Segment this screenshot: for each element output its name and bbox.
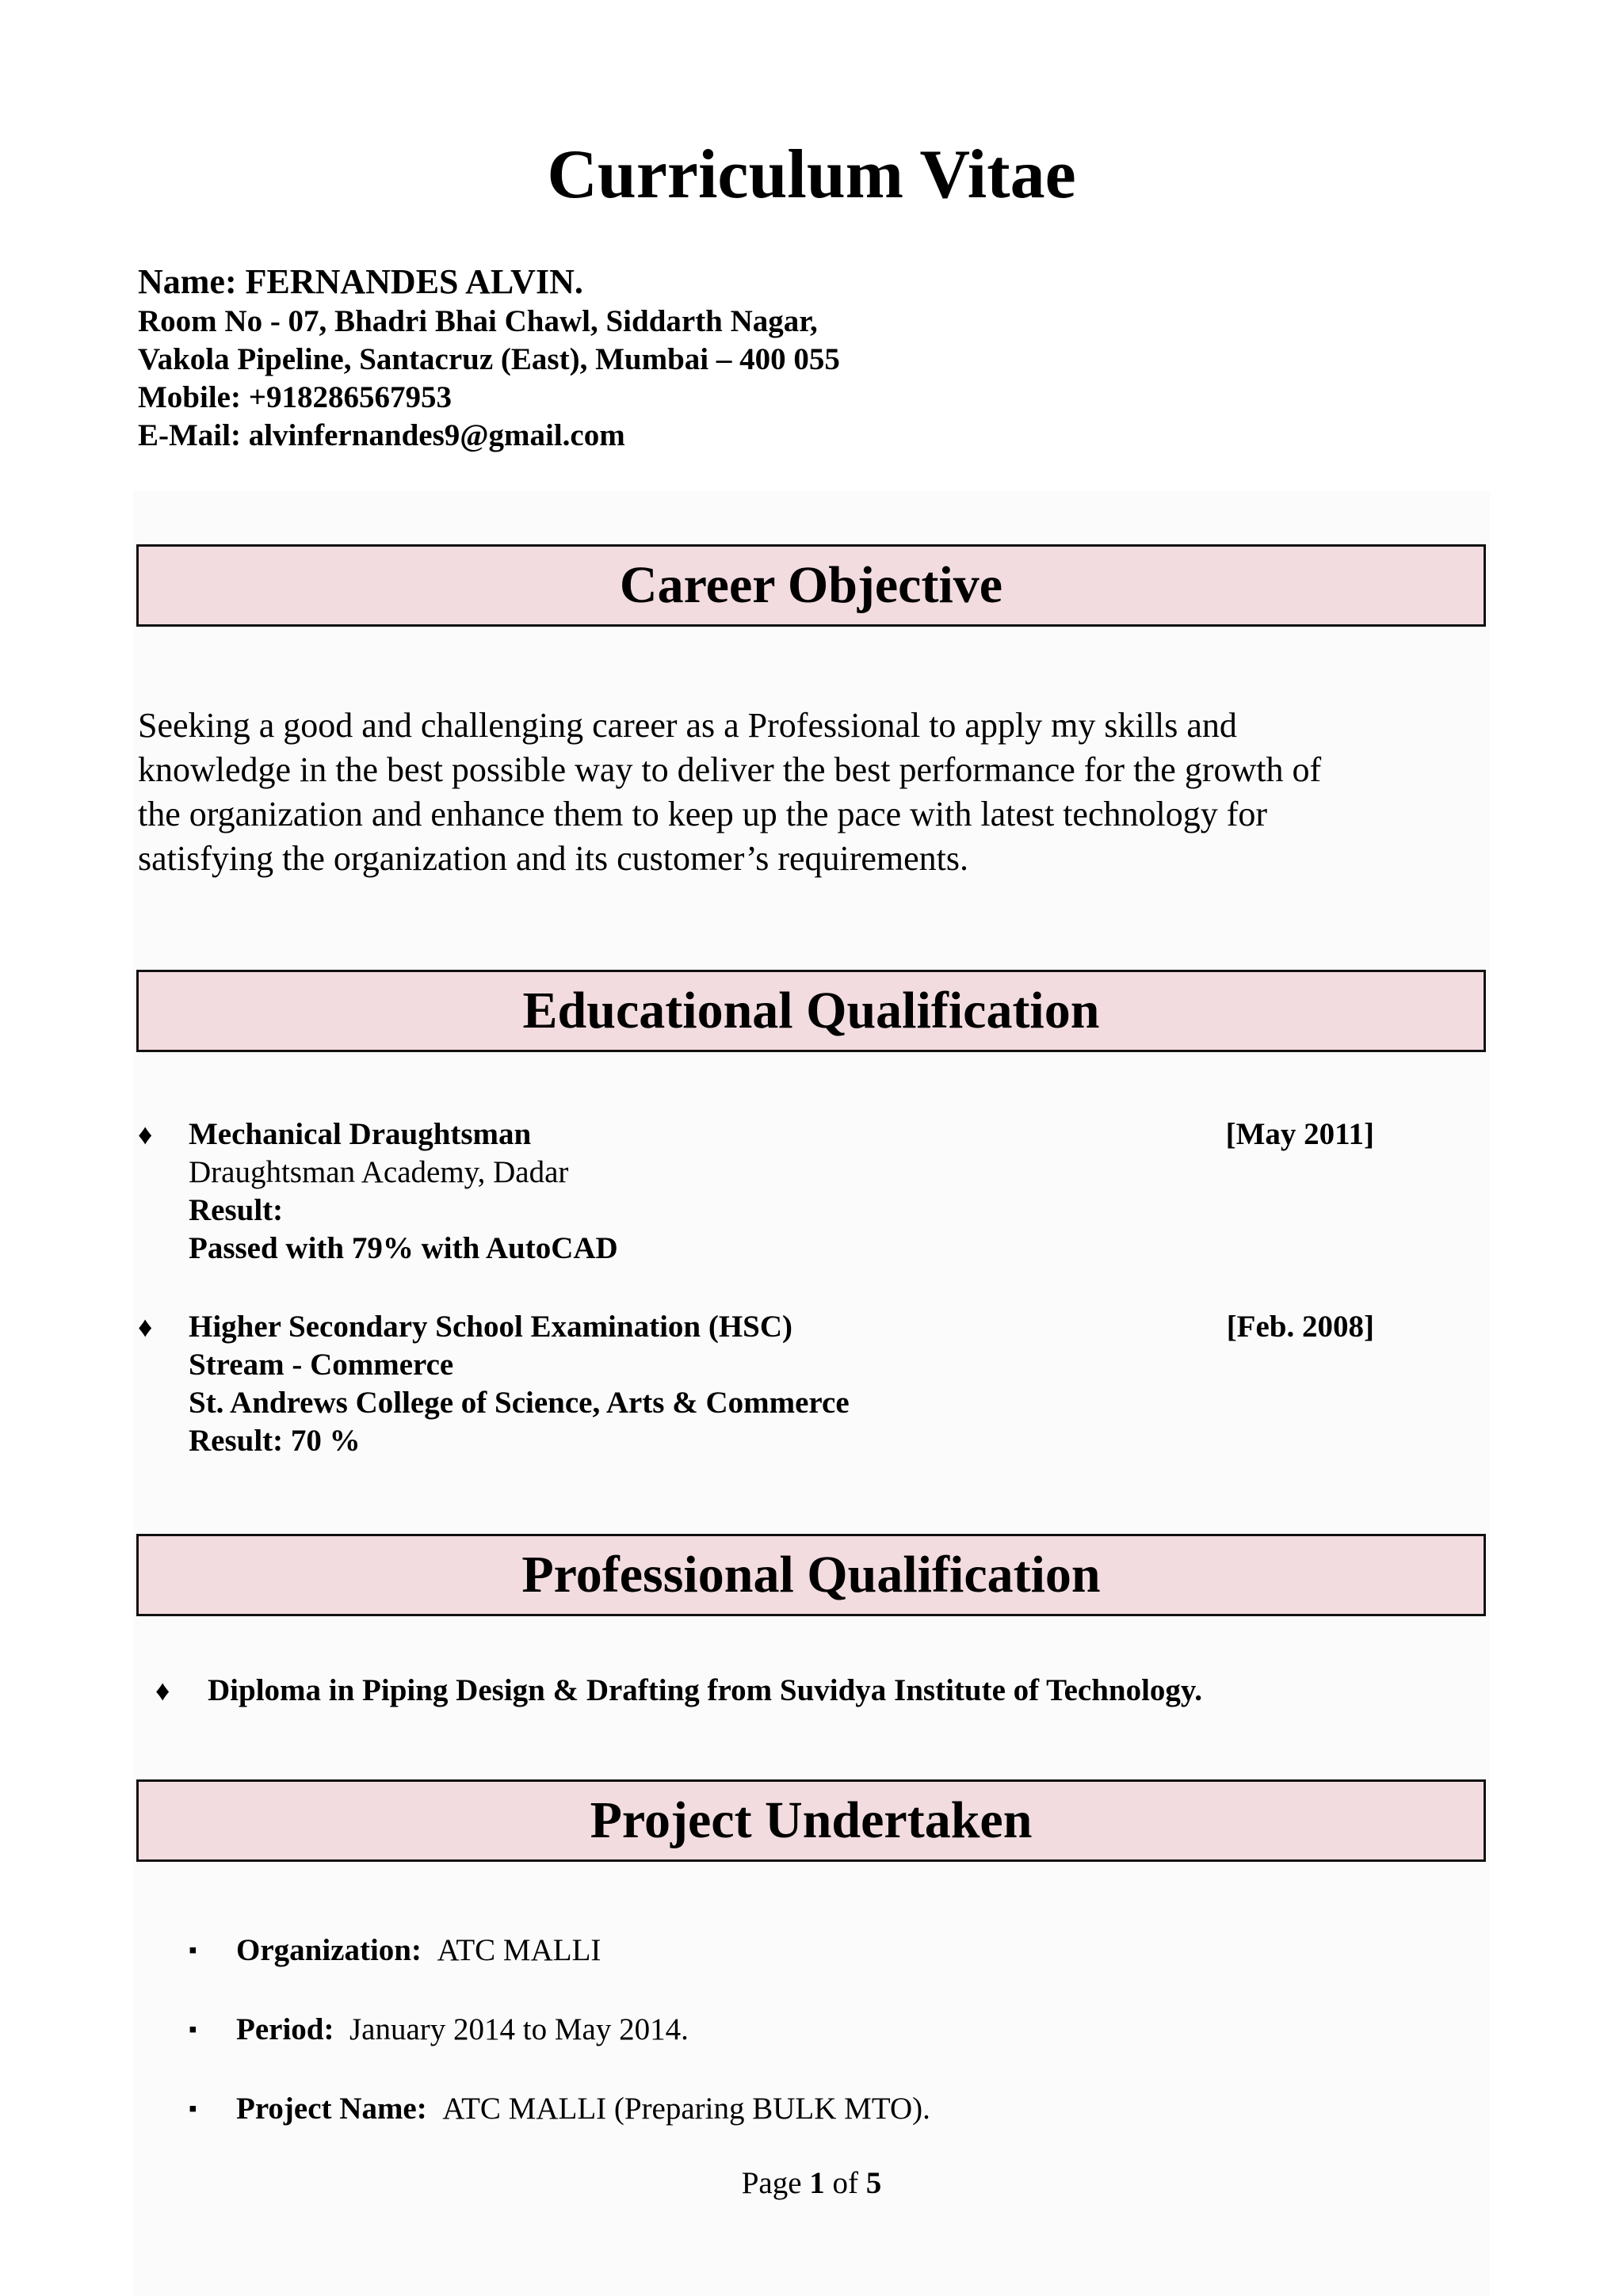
objective-line: knowledge in the best possible way to deliver the best performance for the growth of [138,750,1322,789]
project-undertaken-heading: Project Undertaken [136,1779,1486,1862]
contact-block [138,261,840,455]
page-footer [0,2164,1623,2203]
project-label: Period: [236,2012,334,2046]
professional-qualification-heading: Professional Qualification [136,1534,1486,1616]
square-bullet-icon: ▪ [189,2016,197,2042]
objective-line: the organization and enhance them to keep up the pace with latest technology for [138,795,1268,833]
objective-line: satisfying the organization and its customer’s requirements. [138,839,969,878]
page-total: 5 [865,2166,882,2200]
educational-qualification-heading: Educational Qualification [136,970,1486,1052]
page-number: 1 [809,2166,825,2200]
square-bullet-icon: ▪ [189,2096,197,2122]
address-line-2: Vakola Pipeline, Santacruz (East), Mumbai – 400 055 [138,342,840,376]
objective-line: Seeking a good and challenging career as a Professional to apply my skills and [138,706,1237,745]
education-institute: Draughtsman Academy, Dadar [189,1155,569,1189]
education-result-label: Result: [189,1193,284,1227]
education-result: Result: 70 % [189,1424,361,1458]
project-item [189,2011,689,2049]
education-result: Passed with 79% with AutoCAD [189,1231,618,1265]
project-value: ATC MALLI [437,1933,601,1967]
document-title: Curriculum Vitae [547,136,1076,213]
professional-item [155,1672,1202,1710]
education-title: Mechanical Draughtsman [189,1117,532,1151]
education-stream: Stream - Commerce [189,1348,454,1382]
project-label: Organization: [236,1933,422,1967]
page-word: Page [741,2166,802,2200]
career-objective-heading: Career Objective [136,544,1486,627]
of-word: of [832,2166,859,2200]
candidate-name: Name: FERNANDES ALVIN. [138,262,583,301]
education-date: [Feb. 2008] [1226,1310,1374,1344]
project-value: ATC MALLI (Preparing BULK MTO). [442,2092,930,2126]
education-institute: St. Andrews College of Science, Arts & Commerce [189,1386,850,1420]
education-date: [May 2011] [1225,1117,1374,1151]
address-line-1: Room No - 07, Bhadri Bhai Chawl, Siddarth Nagar, [138,304,818,338]
email-address: E-Mail: alvinfernandes9@gmail.com [138,418,625,452]
mobile-number: Mobile: +918286567953 [138,380,452,414]
diamond-bullet-icon: ♦ [155,1675,170,1707]
square-bullet-icon: ▪ [189,1937,197,1963]
project-item [189,1932,601,1970]
education-title: Higher Secondary School Examination (HSC) [189,1310,793,1344]
diamond-bullet-icon: ♦ [138,1119,153,1150]
professional-item-text: Diploma in Piping Design & Drafting from Suvidya Institute of Technology. [208,1673,1203,1707]
diamond-bullet-icon: ♦ [138,1311,153,1343]
project-label: Project Name: [236,2092,427,2126]
project-item [189,2090,930,2128]
project-value: January 2014 to May 2014. [349,2012,689,2046]
career-objective-text [138,704,1501,881]
